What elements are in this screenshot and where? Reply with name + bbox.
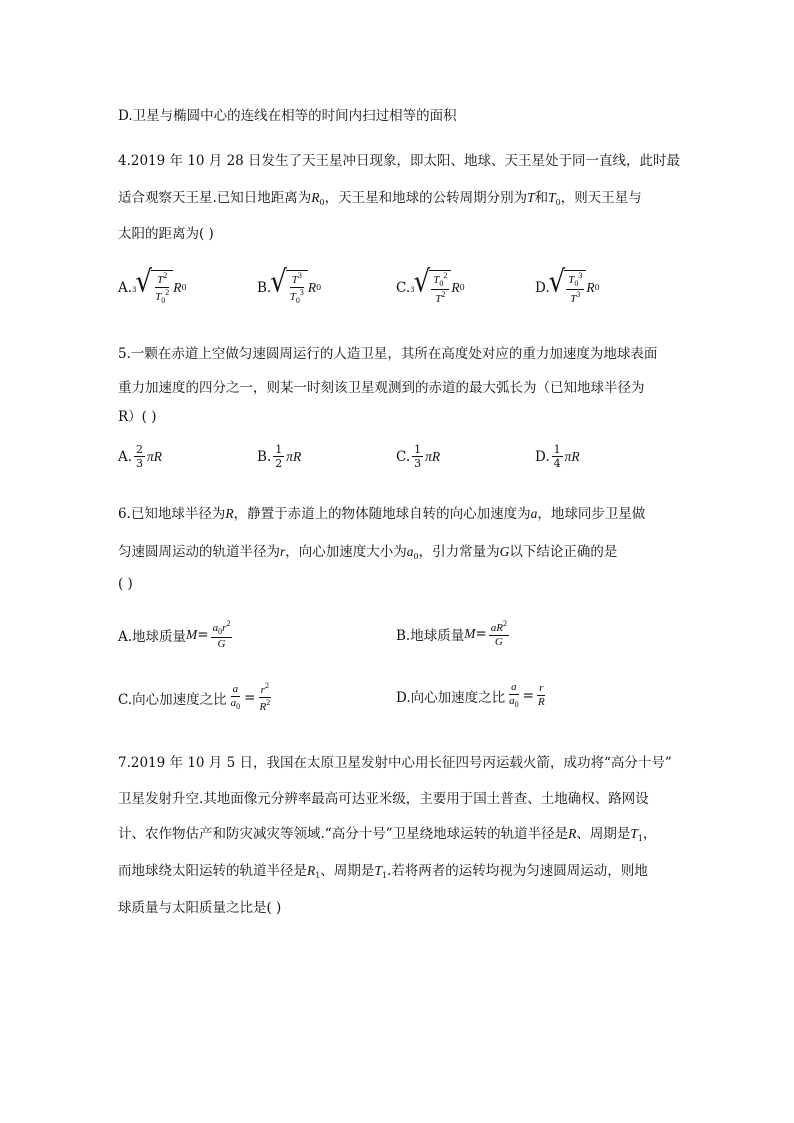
q5-line-2: 重力加速度的四分之一，则某一时刻该卫星观测到的赤道的最大弧长为（已知地球半径为 xyxy=(118,380,645,396)
q4-line-3: 太阳的距离为( ) xyxy=(118,226,214,242)
q6-option-a: A.地球质量 M = $\frac{a_0r^2}{G}$ xyxy=(118,619,231,650)
q3-option-d: D.卫星与椭圆中心的连线在相等的时间内扫过相等的面积 xyxy=(118,108,457,124)
q5-option-d: D. $\frac{1}{4}$ πR xyxy=(535,443,580,470)
q4-line-1: 4.2019 年 10 月 28 日发生了天王星冲日现象，即太阳、地球、天王星处于同一直线，此时最 xyxy=(118,153,681,169)
q7-line-4: 而地球绕太阳运转的轨道半径是$R_1$、周期是$T_1$.若将两者的运转均视为匀速圆周运动，则地 xyxy=(118,863,648,880)
q6-line-1: 6.已知地球半径为R，静置于赤道上的物体随地球自转的向心加速度为a，地球同步卫星做 xyxy=(118,506,646,522)
q7-line-3: 计、农作物估产和防灾减灾等领域.“高分十号”卫星绕地球运转的轨道半径是R、周期是$T_1$， xyxy=(118,826,657,843)
q5-line-1: 5.一颗在赤道上空做匀速圆周运行的人造卫星，其所在高度处对应的重力加速度为地球表面 xyxy=(118,346,658,362)
q6-option-b: B.地球质量 M = $\frac{aR^2}{G}$ xyxy=(396,619,508,648)
q5-option-b: B. $\frac{1}{2}$ πR xyxy=(257,443,302,470)
q6-line-2: 匀速圆周运动的轨道半径为r，向心加速度大小为$a_0$，引力常量为G以下结论正确的是 xyxy=(118,544,618,561)
q6-option-c: C.向心加速度之比 $\frac{a}{a_0}$ = $\frac{r^2}{R^2}$ xyxy=(118,681,271,713)
q6-line-3: ( ) xyxy=(118,576,133,592)
q7-line-5: 球质量与太阳质量之比是( ) xyxy=(118,900,282,916)
q6-option-d: D.向心加速度之比 $\frac{a}{a_0}$ = $\frac{r}{R}$ xyxy=(396,681,545,709)
q4-option-a: A. 3 √ $\frac{T^2}{T_0^2}$ R 0 xyxy=(118,265,187,305)
q4-option-d: D. √ $\frac{T_0^3}{T^3}$ R 0 xyxy=(535,265,600,305)
q4-line-2: 适合观察天王星.已知日地距离为$R_0$，天王星和地球的公转周期分别为T和$T_0$，则天王星与 xyxy=(118,190,642,207)
q4-option-c: C. 3 √ $\frac{T_0^2}{T^2}$ R 0 xyxy=(396,265,465,305)
q4-option-b: B. √ $\frac{T^3}{T_0^3}$ R 0 xyxy=(257,265,322,305)
q5-option-c: C. $\frac{1}{3}$ πR xyxy=(396,443,441,470)
q7-line-2: 卫星发射升空.其地面像元分辨率最高可达亚米级，主要用于国土普查、土地确权、路网设 xyxy=(118,791,649,807)
q7-line-1: 7.2019 年 10 月 5 日，我国在太原卫星发射中心用长征四号丙运载火箭，成功将“高分十号” xyxy=(118,755,672,771)
q5-option-a: A. $\frac{2}{3}$ πR xyxy=(118,443,163,470)
q5-line-3: R）( ) xyxy=(118,409,157,425)
